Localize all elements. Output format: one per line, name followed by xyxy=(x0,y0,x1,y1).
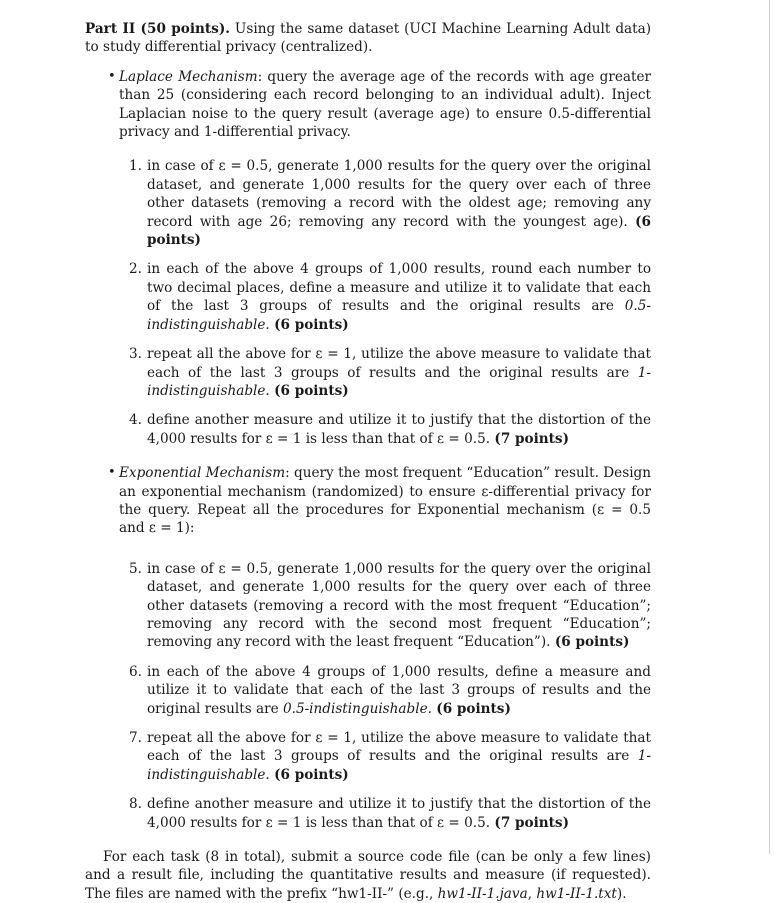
exponential-desc: : query the most frequent “Education” result. Design an exponential mechanism (randomized) to ensure ε-differential privacy for the query. Repeat all the procedures for Exponential mechanism (ε = 0.5 and ε = 1): xyxy=(119,465,651,537)
task-item xyxy=(85,729,651,784)
laplace-name: Laplace Mechanism xyxy=(119,68,258,85)
task-italic: 0.5-indistinguishable. xyxy=(147,298,651,333)
task-points: (7 points) xyxy=(494,430,570,447)
task-italic: 1-indistinguishable. xyxy=(147,364,651,399)
laplace-desc: : query the average age of the records with age greater than 25 (considering each record belonging to an individual adult). Inject Laplacian noise to the query result (average age) to ensure 0.5-differential privacy and 1-differential privacy. xyxy=(119,68,651,141)
part-intro: Using the same dataset (UCI Machine Learning Adult data) to study differential privacy (centralized). xyxy=(85,21,651,56)
task-number: 1. xyxy=(129,158,142,175)
document-body xyxy=(85,20,651,903)
task-text: define another measure and utilize it to justify that the distortion of the 4,000 results for ε = 1 is less than that of ε = 0.5. xyxy=(147,412,651,447)
task-text: in case of ε = 0.5, generate 1,000 results for the query over the original dataset, and generate 1,000 results for the query over each of three other datasets (removing a record with the oldest age; removing any record with age 26; removing any record with the youngest age). xyxy=(147,158,651,230)
task-points: (7 points) xyxy=(494,814,570,831)
task-text: in each of the above 4 groups of 1,000 results, round each number to two decimal places, define a measure and utilize it to validate that each of the last 3 groups of results and the original results are xyxy=(147,261,651,315)
task-points: (6 points) xyxy=(274,382,349,399)
task-text: repeat all the above for ε = 1, utilize the above measure to validate that each of the last 3 groups of results and the original results are xyxy=(147,346,651,381)
bullet-dot: • xyxy=(108,68,116,84)
part-title: Part II (50 points). xyxy=(85,21,230,37)
task-number: 7. xyxy=(129,730,142,746)
task-text: define another measure and utilize it to justify that the distortion of the 4,000 results for ε = 1 is less than that of ε = 0.5. xyxy=(147,796,651,831)
exponential-bullet xyxy=(85,464,651,538)
task-points: (6 points) xyxy=(554,634,630,651)
task-item xyxy=(85,411,651,448)
task-number: 8. xyxy=(129,796,142,813)
task-item xyxy=(85,663,651,718)
laplace-bullet xyxy=(85,68,651,142)
task-number: 2. xyxy=(129,261,142,278)
task-points: (6 points) xyxy=(147,213,652,249)
task-number: 4. xyxy=(129,412,142,429)
example-file-java: hw1-II-1.java xyxy=(437,885,528,902)
bullet-dot: • xyxy=(108,465,116,481)
task-text: in each of the above 4 groups of 1,000 results, define a measure and utilize it to validate that each of the last 3 groups of results and the original results are xyxy=(147,663,651,717)
task-item xyxy=(85,560,651,652)
task-points: (6 points) xyxy=(436,700,511,717)
task-number: 6. xyxy=(129,663,142,680)
task-italic: 1-indistinguishable. xyxy=(147,748,651,783)
task-italic: 0.5-indistinguishable. xyxy=(282,700,432,717)
task-item xyxy=(85,157,651,249)
task-number: 5. xyxy=(129,560,142,577)
task-points: (6 points) xyxy=(274,766,349,783)
task-item xyxy=(85,345,651,400)
task-item xyxy=(85,795,651,832)
footer-text: For each task (8 in total), submit a source code file (can be only a few lines) and a result file, including the quantitative results and measure (if requested). The files are named with the prefix “hw1-II-” (e.g., xyxy=(85,849,651,902)
task-text: repeat all the above for ε = 1, utilize the above measure to validate that each of the last 3 groups of results and the original results are xyxy=(147,730,651,765)
footer-sep: , xyxy=(527,885,537,902)
task-points: (6 points) xyxy=(274,316,349,333)
example-file-txt: hw1-II-1.txt xyxy=(536,885,617,902)
part-heading xyxy=(85,20,651,57)
submission-instructions xyxy=(85,848,651,903)
task-item xyxy=(85,260,651,334)
exponential-task-list xyxy=(85,560,651,832)
exponential-name: Exponential Mechanism xyxy=(119,465,286,482)
laplace-task-list xyxy=(85,157,651,448)
task-text: in case of ε = 0.5, generate 1,000 results for the query over the original dataset, and generate 1,000 results for the query over each of three other datasets (removing a record with the most frequent “Education”; removing any record with the second most frequent “Education”; removing any record with the least frequent “Education”). xyxy=(147,560,651,651)
footer-end: ). xyxy=(616,885,627,902)
task-number: 3. xyxy=(129,346,142,363)
